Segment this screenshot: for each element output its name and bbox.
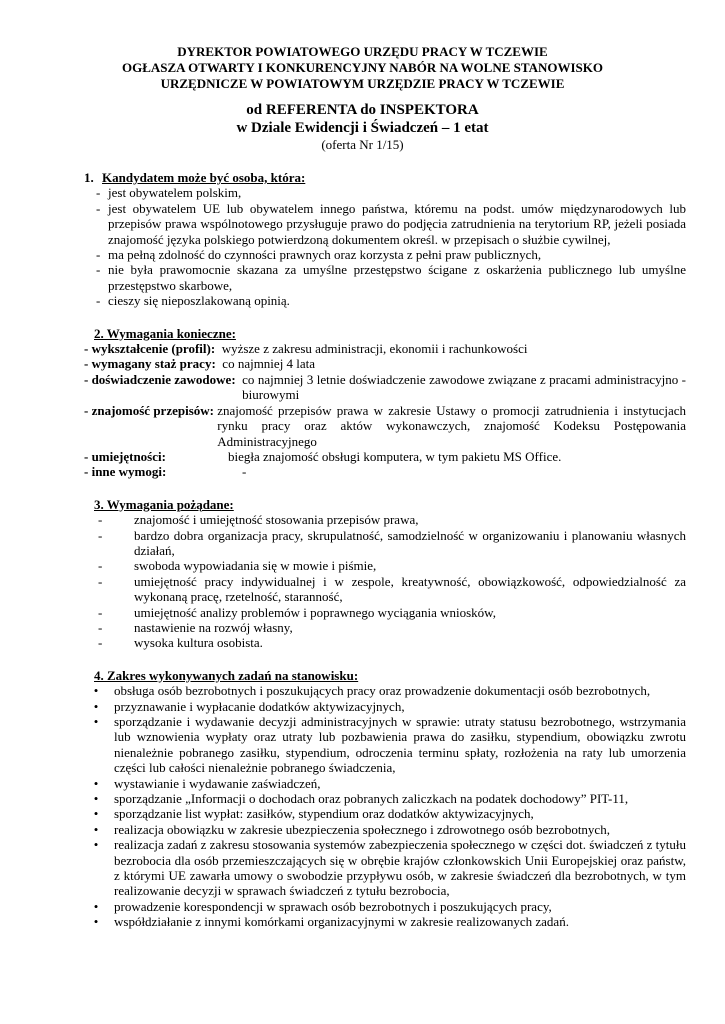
list-item: • przyznawanie i wypłacanie dodatków aktywizacyjnych,	[76, 699, 686, 714]
list-item: - umiejętność analizy problemów i poprawnego wyciągania wniosków,	[98, 604, 496, 620]
section-candidate	[84, 170, 686, 309]
list-item: • realizacja obowiązku w zakresie ubezpieczenia społecznego i zdrowotnego osób bezrobotnych,	[76, 822, 686, 837]
position-title: od REFERENTA do INSPEKTORA	[246, 102, 479, 118]
bullet-icon: •	[93, 806, 99, 822]
bullet-icon: •	[93, 821, 99, 837]
section-heading	[84, 170, 686, 185]
requirement-seniority: - wymagany staż pracy: co najmniej 4 lata	[84, 356, 316, 372]
list-item: • sporządzanie list wypłat: zasiłków, stypendium oraz dodatków aktywizacyjnych,	[76, 806, 686, 821]
list-item: • prowadzenie korespondencji w sprawach osób bezrobotnych i poszukujących pracy,	[76, 899, 686, 914]
list-item: - wysoka kultura osobista.	[98, 635, 263, 651]
section-title: Kandydatem może być osoba, która:	[102, 170, 306, 185]
requirement-other: - inne wymogi: -	[84, 464, 247, 480]
list-item: - jest obywatelem UE lub obywatelem innego państwa, któremu na podst. umów międzynarodowych lub przepisów prawa wspólnotowego przysługuje prawo do podjęcia zatrudnienia na terytorium RP, jeżeli posiada znajomość języka polskiego potwierdzoną dokumentem określ. w przepisach o służbie cywilnej,	[96, 200, 686, 247]
requirement-skills: - umiejętności: biegła znajomość obsługi komputera, w tym pakietu MS Office.	[84, 448, 562, 464]
section-title: 3. Wymagania pożądane:	[94, 496, 234, 512]
list-item: - cieszy się nieposzlakowaną opinią.	[96, 293, 290, 309]
position-block	[0, 101, 725, 153]
list-item: • współdziałanie z innymi komórkami organizacyjnymi w zakresie realizowanych zadań.	[76, 914, 686, 929]
bullet-icon: •	[93, 837, 99, 853]
list-item: - umiejętność pracy indywidualnej i w zespole, kreatywność, obowiązkowość, odpowiedzialność za wykonaną pracę, rzetelność, staranność,	[98, 573, 686, 605]
list-item: - znajomość i umiejętność stosowania przepisów prawa,	[98, 512, 419, 528]
list-item: - jest obywatelem polskim,	[96, 185, 242, 201]
document-body	[84, 170, 686, 930]
header-line: DYREKTOR POWIATOWEGO URZĘDU PRACY W TCZEWIE	[177, 44, 548, 59]
candidate-list	[96, 185, 686, 308]
bullet-icon: •	[93, 898, 99, 914]
list-item: - bardzo dobra organizacja pracy, skrupulatność, samodzielność w organizowaniu i planowaniu własnych działań,	[98, 527, 686, 558]
department-name: w Dziale Ewidencji i Świadczeń – 1 etat	[236, 120, 489, 136]
duties-list	[76, 683, 686, 930]
list-item: - swoboda wypowiadania się w mowie i piśmie,	[98, 558, 377, 574]
section-desired	[84, 497, 686, 651]
section-title: 2. Wymagania konieczne:	[94, 325, 236, 341]
offer-number: (oferta Nr 1/15)	[321, 137, 404, 152]
bullet-icon: •	[93, 698, 99, 714]
section-required	[84, 326, 686, 480]
list-item: - nastawienie na rozwój własny,	[98, 619, 293, 635]
header-line: URZĘDNICZE W POWIATOWYM URZĘDZIE PRACY W TCZEWIE	[160, 76, 565, 91]
bullet-icon: •	[93, 791, 99, 807]
list-item: • obsługa osób bezrobotnych i poszukujących pracy oraz prowadzenie dokumentacji osób bezrobotnych,	[76, 683, 686, 698]
list-item: - ma pełną zdolność do czynności prawnych oraz korzysta z pełni praw publicznych,	[96, 247, 542, 263]
bullet-icon: •	[93, 714, 99, 729]
bullet-icon: •	[93, 914, 99, 930]
desired-list	[76, 512, 686, 651]
section-duties	[84, 668, 686, 930]
list-item: • sporządzanie i wydawanie decyzji administracyjnych w sprawie: utraty statusu bezrobotnego, wstrzymania lub wznowienia wypłaty oraz utraty lub pozbawienia prawa do zasiłku, stypendium, obowiązku zwrotu nienależnie pobranego zasiłku, stypendium, odroczenia terminu spłaty, rozłożenia na raty lub umorzenia części lub całości nienależnie pobranego świadczenia,	[76, 714, 686, 776]
requirement-law: - znajomość przepisów: znajomość przepisów prawa w zakresie Ustawy o promocji zatrudnienia i instytucjach rynku pracy oraz aktów wykonawczych, znajomość Kodeksu Postępowania Administracyjnego	[84, 402, 686, 449]
requirement-experience: - doświadczenie zawodowe: co najmniej 3 letnie doświadczenie zawodowe związane z pracami administracyjno - biurowymi	[84, 371, 686, 403]
requirement-education: - wykształcenie (profil): wyższe z zakresu administracji, ekonomii i rachunkowości	[84, 341, 528, 357]
announcement-header	[0, 44, 725, 92]
list-item: • realizacja zadań z zakresu stosowania systemów zabezpieczenia społecznego w części dot. świadczeń z tytułu bezrobocia dla osób przemieszczających się w obrębie krajów członkowskich Unii Europejskiej oraz państw, z którymi UE zawarła umowy o swobodzie przypływu osób, w zakresie świadczeń dla bezrobotnych, w tym realizowanie decyzji w sprawach świadczeń z tytułu bezrobocia,	[76, 837, 686, 899]
bullet-icon: •	[93, 683, 99, 699]
section-number: 1.	[84, 170, 94, 185]
list-item: - nie była prawomocnie skazana za umyślne przestępstwo ścigane z oskarżenia publicznego lub umyślne przestępstwo skarbowe,	[96, 262, 686, 293]
section-title: 4. Zakres wykonywanych zadań na stanowisku:	[94, 667, 359, 683]
header-line: OGŁASZA OTWARTY I KONKURENCYJNY NABÓR NA WOLNE STANOWISKO	[122, 60, 603, 75]
list-item: • wystawianie i wydawanie zaświadczeń,	[76, 776, 686, 791]
bullet-icon: •	[93, 775, 99, 791]
list-item: • sporządzanie „Informacji o dochodach oraz pobranych zaliczkach na podatek dochodowy” PIT-11,	[76, 791, 686, 806]
